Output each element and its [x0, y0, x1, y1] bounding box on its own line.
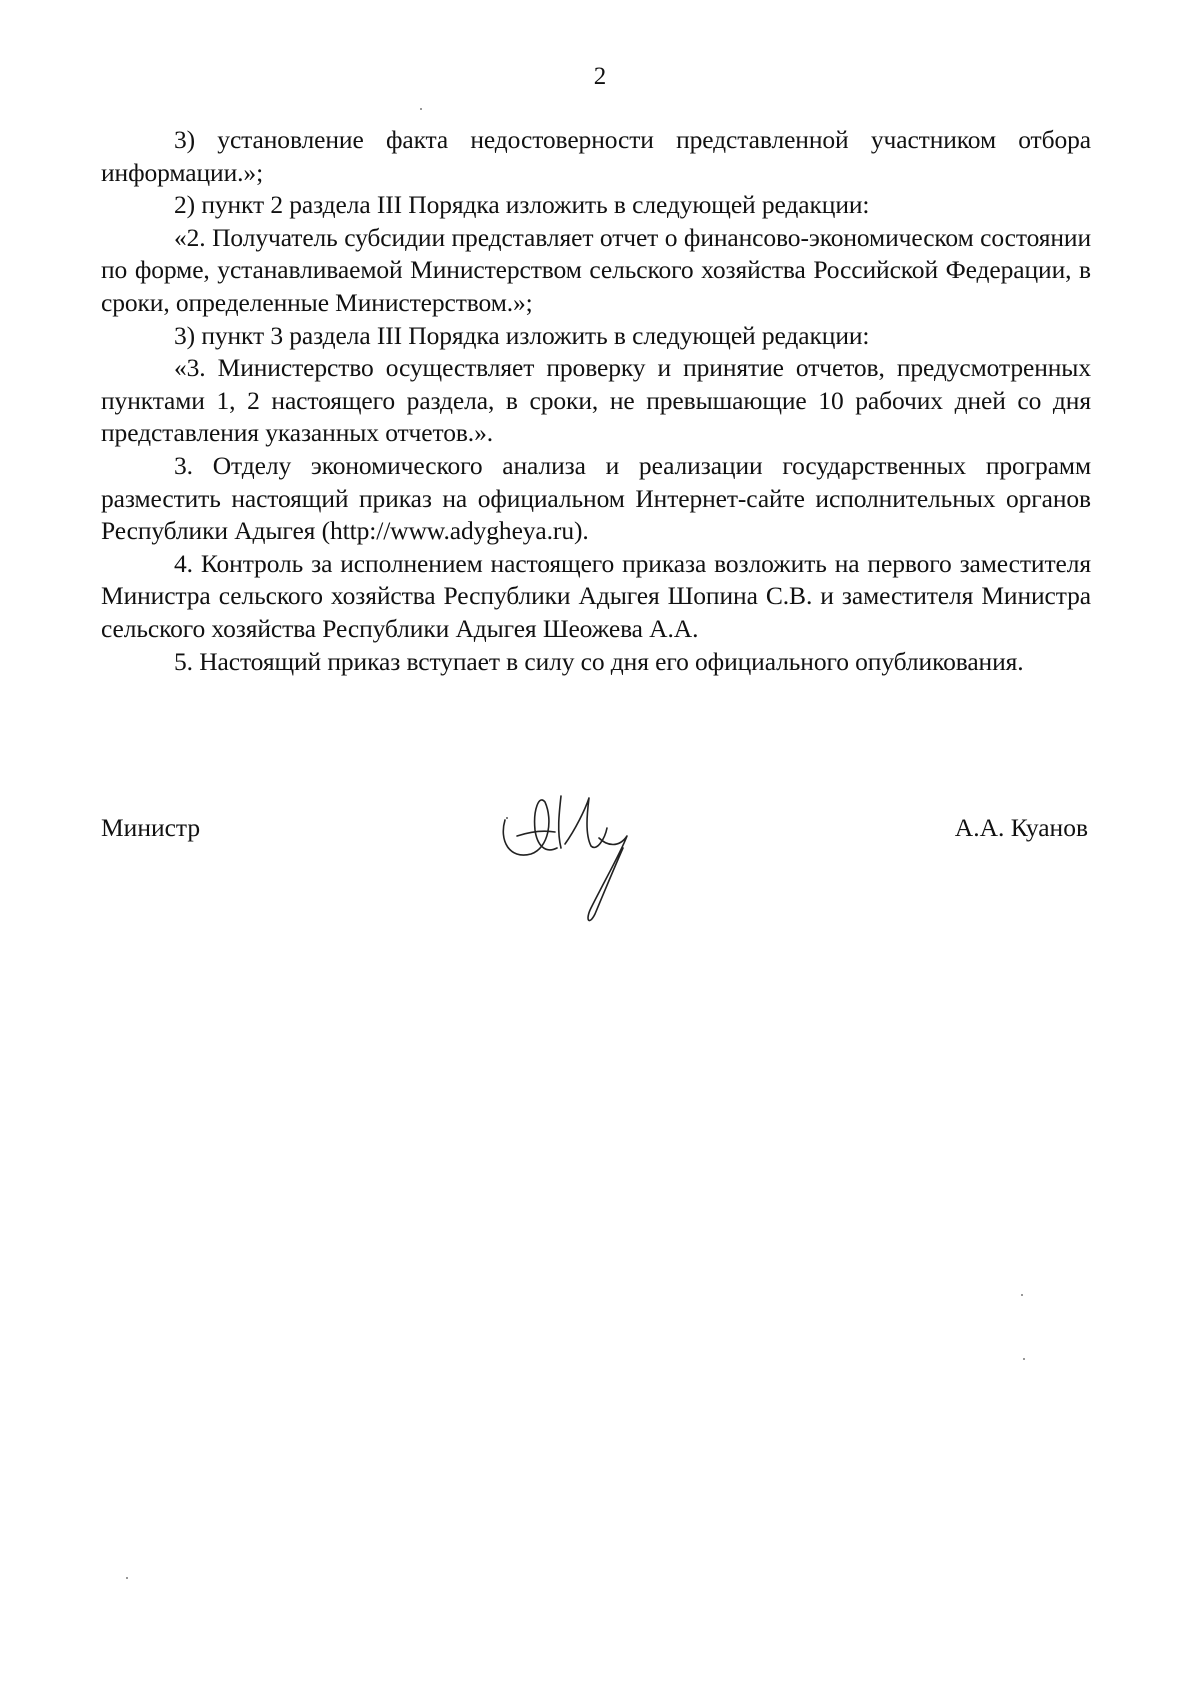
scan-speck — [1021, 1294, 1023, 1296]
paragraph-7: 4. Контроль за исполнением настоящего приказа возложить на первого заместителя Министра сельского хозяйства Республики Адыгея Шопина С.В. и заместителя Министра сельского хозяйства Республики Адыгея Шеожева А.А. — [101, 548, 1091, 643]
signatory-name: А.А. Куанов — [954, 813, 1088, 842]
paragraph-3: «2. Получатель субсидии представляет отчет о финансово-экономическом состоянии по форме, устанавливаемой Министерством сельского хозяйства Российской Федерации, в сроки, определенные Министерством.»; — [101, 222, 1091, 317]
paragraph-5: «3. Министерство осуществляет проверку и принятие отчетов, предусмотренных пунктами 1, 2 настоящего раздела, в сроки, не превышающие 10 рабочих дней со дня представления указанных отчетов.». — [101, 353, 1091, 448]
paragraph-2: 2) пункт 2 раздела III Порядка изложить в следующей редакции: — [174, 190, 870, 220]
paragraph-8: 5. Настоящий приказ вступает в силу со дня его официального опубликования. — [174, 646, 1024, 676]
page-number: 2 — [593, 63, 607, 90]
signatory-title: Министр — [101, 813, 201, 842]
document-body — [101, 124, 1091, 678]
handwritten-signature — [495, 790, 680, 930]
paragraph-1: 3) установление факта недостоверности представленной участником отбора информации.»; — [101, 125, 1091, 187]
paragraph-6: 3. Отделу экономического анализа и реализации государственных программ разместить настоящий приказ на официальном Интернет-сайте исполнительных органов Республики Адыгея (http://www.adygheya.ru). — [101, 450, 1091, 546]
scan-speck — [126, 1577, 128, 1579]
paragraph-4: 3) пункт 3 раздела III Порядка изложить в следующей редакции: — [174, 320, 870, 350]
scan-speck — [1023, 1358, 1025, 1360]
scan-speck — [420, 108, 422, 110]
